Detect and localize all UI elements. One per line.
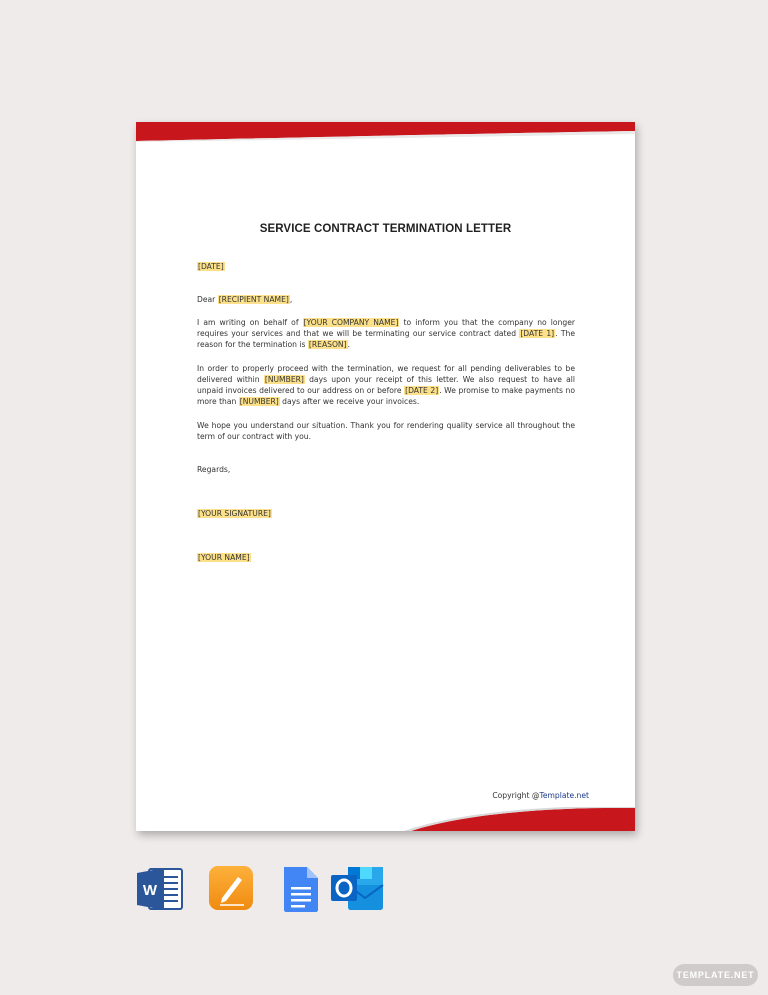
date-line: [197, 261, 575, 272]
document-page: [136, 122, 635, 831]
paragraph-2: In order to properly proceed with the termination, we request for all pending deliverables to be delivered within [NUMBER] days upon your receipt of this letter. We also request to have all unpaid invoices delivered to our address on or before [DATE 2]. We promise to make payments no more than [NUMBER] days after we receive your invoices.: [197, 364, 576, 406]
paragraph-1: I am writing on behalf of [YOUR COMPANY NAME] to inform you that the company no longer requires your services and that we will be terminating our service contract dated [DATE 1]. The reason for the termination is [REASON].: [197, 318, 575, 349]
salutation: Dear [RECIPIENT NAME],: [197, 295, 293, 304]
signature-line: [197, 508, 575, 519]
bottom-red-band: [136, 807, 635, 831]
signature-placeholder[interactable]: [YOUR SIGNATURE]: [198, 509, 271, 518]
pages-icon[interactable]: [208, 865, 256, 913]
name-line: [197, 552, 575, 563]
watermark-badge: TEMPLATE.NET: [673, 964, 758, 986]
document-title: SERVICE CONTRACT TERMINATION LETTER: [259, 223, 512, 235]
app-icons-row: [0, 865, 768, 913]
reason-placeholder[interactable]: [REASON]: [308, 340, 347, 349]
name-placeholder[interactable]: [YOUR NAME]: [198, 553, 250, 562]
top-red-band: [136, 122, 635, 142]
date1-placeholder[interactable]: [DATE 1]: [520, 329, 555, 338]
closing: Regards,: [197, 465, 231, 474]
number-placeholder[interactable]: [NUMBER]: [264, 375, 304, 384]
recipient-placeholder[interactable]: [RECIPIENT NAME]: [218, 295, 289, 304]
copyright-notice: Copyright @Template.net: [492, 791, 589, 800]
svg-text:W: W: [142, 882, 158, 899]
date-placeholder[interactable]: [DATE]: [198, 262, 224, 271]
google-docs-icon[interactable]: [278, 865, 326, 913]
company-name-placeholder[interactable]: [YOUR COMPANY NAME]: [303, 318, 399, 327]
word-icon[interactable]: [136, 865, 184, 913]
date2-placeholder[interactable]: [DATE 2]: [405, 386, 439, 395]
copyright-link[interactable]: Template.net: [539, 791, 589, 800]
number2-placeholder[interactable]: [NUMBER]: [239, 397, 279, 406]
outlook-icon[interactable]: [331, 865, 379, 913]
paragraph-3: We hope you understand our situation. Thank you for rendering quality service all throughout the term of our contract with you.: [197, 421, 575, 441]
